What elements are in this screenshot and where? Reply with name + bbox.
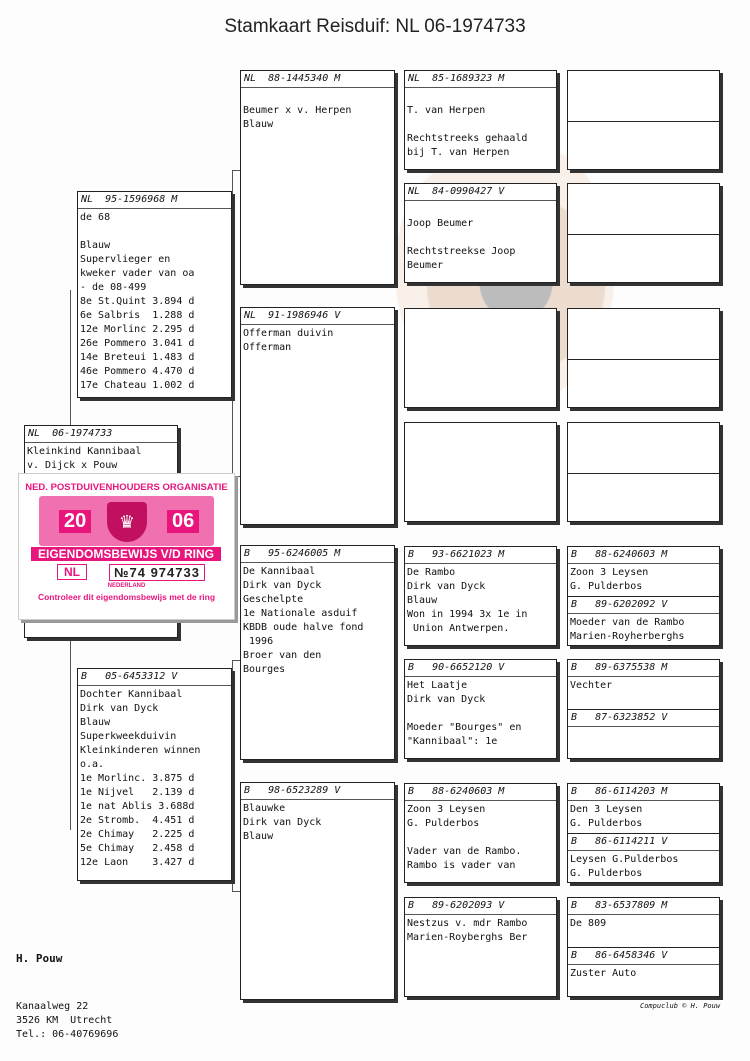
card-lines bbox=[568, 614, 719, 646]
text-line: Kleinkind Kannibaal bbox=[27, 446, 142, 457]
ring-number: NL 91-1986946 V bbox=[241, 308, 394, 325]
text-line: Den 3 Leysen bbox=[570, 804, 643, 815]
ring-number: B 83-6537809 M bbox=[568, 898, 719, 915]
g5-card-empty bbox=[567, 422, 720, 522]
g5-card-empty bbox=[567, 183, 720, 283]
text-line: 8e St.Quint 3.894 d bbox=[80, 296, 195, 307]
card-lines bbox=[241, 325, 394, 357]
text-line: Dirk van Dyck bbox=[407, 581, 486, 592]
text-line: 17e Chateau 1.002 d bbox=[80, 380, 195, 391]
lion-crest-icon: ♛ bbox=[107, 502, 147, 542]
text-line: 2e Chimay 2.225 d bbox=[80, 829, 195, 840]
text-line: Tel.: 06-40769696 bbox=[16, 1029, 119, 1040]
mother-ring: B 05-6453312 V bbox=[78, 669, 231, 686]
ring-number: B 89-6202093 V bbox=[405, 898, 556, 915]
mother-card bbox=[77, 668, 232, 881]
great-grandparent-card bbox=[404, 783, 557, 883]
text-line: Blauw bbox=[407, 595, 438, 606]
text-line: Dochter Kannibaal bbox=[80, 689, 183, 700]
card-lines bbox=[241, 88, 394, 134]
text-line: Blauw bbox=[243, 119, 274, 130]
card-lines bbox=[241, 563, 394, 679]
card-lines bbox=[568, 727, 719, 731]
text-line: Offerman duivin bbox=[243, 328, 334, 339]
text-line: bij T. van Herpen bbox=[407, 147, 510, 158]
text-line: KBDB oude halve fond bbox=[243, 622, 364, 633]
text-line: "Kannibaal": 1e bbox=[407, 736, 498, 747]
text-line: G. Pulderbos bbox=[570, 868, 643, 879]
ring-number: B 90-6652120 V bbox=[405, 660, 556, 677]
card-lines bbox=[568, 564, 719, 596]
text-line: Geschelpte bbox=[243, 594, 304, 605]
card-lines bbox=[405, 88, 556, 162]
text-line: G. Pulderbos bbox=[570, 581, 643, 592]
ring-number: NL 85-1689323 M bbox=[405, 71, 556, 88]
stamp-control-text: Controleer dit eigendomsbewijs met de ring bbox=[37, 592, 216, 602]
mother-lines bbox=[78, 686, 231, 872]
text-line: Beumer bbox=[407, 260, 444, 271]
grandmother-paternal-card bbox=[240, 307, 395, 525]
father-lines bbox=[78, 209, 231, 395]
text-line: Rechtstreeks gehaald bbox=[407, 133, 528, 144]
ring-number: B 86-6114203 M bbox=[568, 784, 719, 801]
grandmother-maternal-card bbox=[240, 782, 395, 1000]
text-line: o.a. bbox=[80, 759, 105, 770]
text-line: 3526 KM Utrecht bbox=[16, 1015, 113, 1026]
great-grandparent-card-empty bbox=[404, 422, 557, 522]
text-line: 1e Morlinc. 3.875 d bbox=[80, 773, 195, 784]
text-line bbox=[407, 831, 554, 845]
subject-lines bbox=[25, 443, 177, 475]
g5-card-empty bbox=[567, 308, 720, 408]
stamp-year-left: 20 bbox=[59, 510, 91, 533]
text-line: Het Laatje bbox=[407, 680, 468, 691]
grandfather-maternal-card bbox=[240, 545, 395, 760]
text-line: de 68 bbox=[80, 212, 111, 223]
text-line: 14e Breteui 1.483 d bbox=[80, 352, 195, 363]
stamp-nederland: NEDERLAND bbox=[107, 583, 146, 589]
text-line: 12e Laon 3.427 d bbox=[80, 857, 195, 868]
text-line bbox=[243, 90, 392, 104]
ring-number: B 93-6621023 M bbox=[405, 547, 556, 564]
text-line: Marien-Royherberghs bbox=[570, 631, 685, 642]
card-lines bbox=[241, 800, 394, 846]
text-line: Blauw bbox=[80, 240, 111, 251]
text-line: Blauw bbox=[80, 717, 111, 728]
text-line: Offerman bbox=[243, 342, 292, 353]
text-line: 5e Chimay 2.458 d bbox=[80, 843, 195, 854]
card-lines bbox=[568, 965, 719, 983]
text-line bbox=[407, 118, 554, 132]
text-line: 46e Pommero 4.470 d bbox=[80, 366, 195, 377]
text-line: Marien-Royberghs Ber bbox=[407, 932, 528, 943]
text-line: Moeder "Bourges" en bbox=[407, 722, 522, 733]
text-line: Supervlieger en bbox=[80, 254, 171, 265]
stamp-organisation: NED. POSTDUIVENHOUDERS ORGANISATIE bbox=[25, 482, 228, 493]
page-title: Stamkaart Reisduif: NL 06-1974733 bbox=[224, 16, 526, 37]
great-grandparent-card bbox=[404, 897, 557, 997]
text-line: 2e Stromb. 4.451 d bbox=[80, 815, 195, 826]
text-line: Union Antwerpen. bbox=[407, 623, 510, 634]
owner-name: H. Pouw bbox=[16, 952, 63, 965]
g5-card bbox=[567, 659, 720, 759]
great-grandparent-card bbox=[404, 70, 557, 170]
great-grandparent-card bbox=[404, 546, 557, 646]
text-line: Superkweekduivin bbox=[80, 731, 177, 742]
g5-card bbox=[567, 783, 720, 883]
owner-block bbox=[16, 924, 118, 1056]
text-line: - de 08-499 bbox=[80, 282, 147, 293]
text-line: kweker vader van oa bbox=[80, 268, 195, 279]
stamp-ring-title: EIGENDOMSBEWIJS V/D RING bbox=[31, 547, 221, 561]
father-card bbox=[77, 191, 232, 398]
text-line: Vader van de Rambo. bbox=[407, 846, 522, 857]
text-line: De Rambo bbox=[407, 567, 456, 578]
text-line bbox=[407, 203, 554, 217]
text-line: Rambo is vader van bbox=[407, 860, 516, 871]
ring-certificate-stamp bbox=[18, 473, 235, 620]
subject-ring: NL 06-1974733 bbox=[25, 426, 177, 443]
g5-card-empty bbox=[567, 70, 720, 170]
ring-number: B 86-6458346 V bbox=[568, 948, 719, 965]
text-line bbox=[407, 707, 554, 721]
text-line: 1996 bbox=[243, 636, 274, 647]
grandfather-paternal-card bbox=[240, 70, 395, 285]
ring-number: B 89-6202092 V bbox=[568, 597, 719, 614]
text-line: 1e nat Ablis 3.688d bbox=[80, 801, 195, 812]
text-line bbox=[407, 231, 554, 245]
text-line: Kanaalweg 22 bbox=[16, 1001, 89, 1012]
text-line: Bourges bbox=[243, 664, 286, 675]
text-line: Vechter bbox=[570, 680, 613, 691]
card-lines bbox=[568, 915, 719, 933]
great-grandparent-card bbox=[404, 659, 557, 759]
text-line: 6e Salbris 1.288 d bbox=[80, 310, 195, 321]
text-line: Kleinkinderen winnen bbox=[80, 745, 201, 756]
text-line: De 809 bbox=[570, 918, 607, 929]
text-line: T. van Herpen bbox=[407, 105, 486, 116]
ring-number: NL 84-0990427 V bbox=[405, 184, 556, 201]
g5-card bbox=[567, 546, 720, 646]
stamp-year-right: 06 bbox=[167, 510, 199, 533]
card-lines bbox=[568, 801, 719, 833]
card-lines bbox=[568, 851, 719, 883]
text-line: Moeder van de Rambo bbox=[570, 617, 685, 628]
text-line bbox=[80, 225, 229, 239]
text-line bbox=[407, 90, 554, 104]
stamp-country: NL bbox=[57, 564, 87, 580]
text-line: Zoon 3 Leysen bbox=[570, 567, 649, 578]
card-lines bbox=[405, 915, 556, 947]
text-line: Rechtstreekse Joop bbox=[407, 246, 516, 257]
text-line: Leysen G.Pulderbos bbox=[570, 854, 679, 865]
ring-number: B 88-6240603 M bbox=[405, 784, 556, 801]
ring-number: B 87-6323852 V bbox=[568, 710, 719, 727]
text-line: Beumer x v. Herpen bbox=[243, 105, 352, 116]
text-line: Dirk van Dyck bbox=[243, 580, 322, 591]
text-line: Zoon 3 Leysen bbox=[407, 804, 486, 815]
text-line: G. Pulderbos bbox=[570, 818, 643, 829]
card-lines bbox=[405, 564, 556, 638]
text-line: Dirk van Dyck bbox=[407, 694, 486, 705]
footer-credit: Compuclub © H. Pouw bbox=[640, 1002, 721, 1010]
text-line: G. Pulderbos bbox=[407, 818, 480, 829]
text-line: 1e Nijvel 2.139 d bbox=[80, 787, 195, 798]
father-ring: NL 95-1596968 M bbox=[78, 192, 231, 209]
card-lines bbox=[405, 201, 556, 275]
ring-number: NL 88-1445340 M bbox=[241, 71, 394, 88]
text-line: 12e Morlinc 2.295 d bbox=[80, 324, 195, 335]
card-lines bbox=[405, 801, 556, 875]
ring-number: B 89-6375538 M bbox=[568, 660, 719, 677]
owner-address bbox=[16, 1000, 118, 1042]
great-grandparent-card bbox=[404, 183, 557, 283]
ring-number: B 95-6246005 M bbox=[241, 546, 394, 563]
text-line: Blauwke bbox=[243, 803, 286, 814]
text-line: Joop Beumer bbox=[407, 218, 474, 229]
text-line: Broer van den bbox=[243, 650, 322, 661]
text-line: Dirk van Dyck bbox=[80, 703, 159, 714]
text-line: 26e Pommero 3.041 d bbox=[80, 338, 195, 349]
text-line: Nestzus v. mdr Rambo bbox=[407, 918, 528, 929]
text-line: Blauw bbox=[243, 831, 274, 842]
stamp-ring-number: №74 974733 bbox=[109, 564, 205, 581]
text-line: Dirk van Dyck bbox=[243, 817, 322, 828]
text-line: Won in 1994 3x 1e in bbox=[407, 609, 528, 620]
text-line: v. Dijck x Pouw bbox=[27, 460, 118, 471]
ring-number: B 98-6523289 V bbox=[241, 783, 394, 800]
g5-card bbox=[567, 897, 720, 997]
card-lines bbox=[405, 677, 556, 751]
text-line: 1e Nationale asduif bbox=[243, 608, 358, 619]
great-grandparent-card-empty bbox=[404, 308, 557, 408]
text-line: Zuster Auto bbox=[570, 968, 637, 979]
card-lines bbox=[568, 677, 719, 695]
ring-number: B 86-6114211 V bbox=[568, 834, 719, 851]
text-line: De Kannibaal bbox=[243, 566, 316, 577]
ring-number: B 88-6240603 M bbox=[568, 547, 719, 564]
